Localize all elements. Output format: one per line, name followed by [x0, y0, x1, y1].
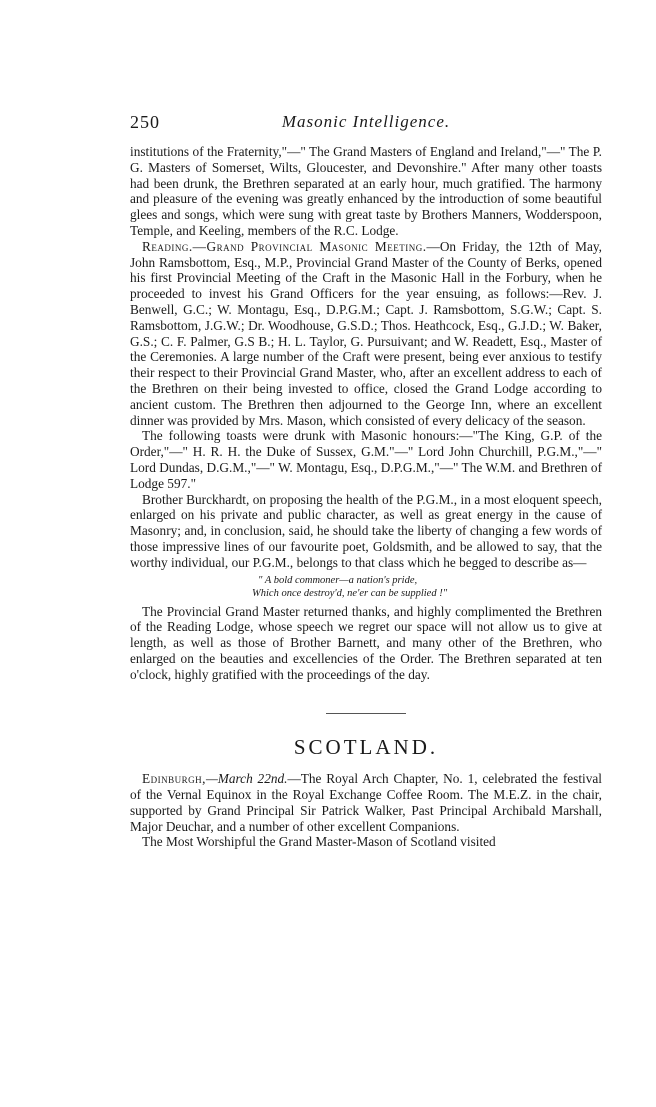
article-body: [130, 144, 602, 850]
verse-line-1: " A bold commoner—a nation's pride,: [258, 574, 418, 586]
edinburgh-text: —The Royal Arch Chapter, No. 1, celebrated the festival of the Vernal Equinox in the Royal Exchange Coffee Room. The M.E.Z. in the chair, supported by Grand Principal Sir Patrick Walker, Past Principal Archibald Marshall, Major Deuchar, and a number of other excellent Companions.: [130, 771, 602, 834]
paragraph-toasts-continued: institutions of the Fraternity,"—" The Grand Masters of England and Ireland,"—" The P. G. Masters of Somerset, Wilts, Gloucester, and Devonshire." After many other toasts had been drunk, the Brethren separated at an early hour, much gratified. The harmony and pleasure of the evening was greatly enhanced by the introduction of some beautiful glees and songs, which were sung with great taste by Brothers Manners, Wodderspoon, Temple, and Keeling, members of the R.C. Lodge.: [130, 144, 602, 238]
paragraph-burckhardt: Brother Burckhardt, on proposing the health of the P.G.M., in a most eloquent speech, enlarged on his private and public character, as well as great energy in the cause of Masonry; and, in conclusion, said, he should take the liberty of changing a few words of those impressive lines of our favourite poet, Goldsmith, and be allowed to say, that the worthy individual, our P.G.M., belongs to that class which he begged to describe as—: [130, 491, 602, 570]
page-header: [130, 112, 602, 134]
section-divider: [326, 713, 406, 714]
paragraph-edinburgh: [130, 771, 602, 834]
paragraph-toasts: The following toasts were drunk with Masonic honours:—"The King, G.P. of the Order,"—" H. R. H. the Duke of Sussex, G.M."—" Lord John Churchill, P.G.M.,"—" Lord Dundas, D.G.M.,"—" W. Montagu, Esq., D.P.G.M.,"—" The W.M. and Brethren of Lodge 597.": [130, 428, 602, 491]
running-title: Masonic Intelligence.: [281, 112, 451, 131]
edinburgh-heading: Edinburgh,: [142, 771, 206, 787]
verse-line-2: Which once destroy'd, ne'er can be supplied !": [252, 587, 448, 599]
paragraph-grand-master-visit: The Most Worshipful the Grand Master-Mason of Scotland visited: [142, 834, 496, 850]
verse-quotation: [130, 574, 602, 600]
edinburgh-date: —March 22nd.: [205, 771, 288, 787]
page-number: 250: [130, 112, 160, 132]
section-title-scotland: SCOTLAND.: [293, 734, 439, 759]
paragraph-reading-meeting: [130, 239, 602, 429]
reading-heading: Reading.—Grand Provincial Masonic Meeting.: [142, 238, 427, 254]
paragraph-reply: The Provincial Grand Master returned thanks, and highly complimented the Brethren of the Reading Lodge, whose speech we regret our space will not allow us to give at length, as well as those of Brother Barnett, and many other of the Brethren, who enlarged on the beauties and excellencies of the Order. The Brethren separated at ten o'clock, highly gratified with the proceedings of the day.: [130, 603, 602, 682]
reading-text: —On Friday, the 12th of May, John Ramsbottom, Esq., M.P., Provincial Grand Master of the County of Berks, opened his first Provincial Meeting of the Craft in the Masonic Hall in the Forbury, when he proceeded to invest his Grand Officers for the year ensuing, as follows:—Rev. J. Benwell, G.C.; W. Montagu, Esq., D.P.G.M.; Capt. J. Ramsbottom, S.G.W.; Capt. S. Ramsbottom, J.G.W.; Dr. Woodhouse, G.S.D.; Thos. Heathcock, Esq., G.J.D.; W. Baker, G.S.; C. F. Palmer, G.S B.; H. L. Taylor, G. Pursuivant; and W. Readett, Esq., Master of the Ceremonies. A large number of the Craft were present, being ever anxious to testify their respect to their Provincial Grand Master, who, after an excellent address to each of the Brethren on their being invested to office, closed the Grand Lodge according to ancient custom. The Brethren then adjourned to the George Inn, where an excellent dinner was provided by Mrs. Mason, which consisted of every delicacy of the season.: [130, 238, 602, 428]
